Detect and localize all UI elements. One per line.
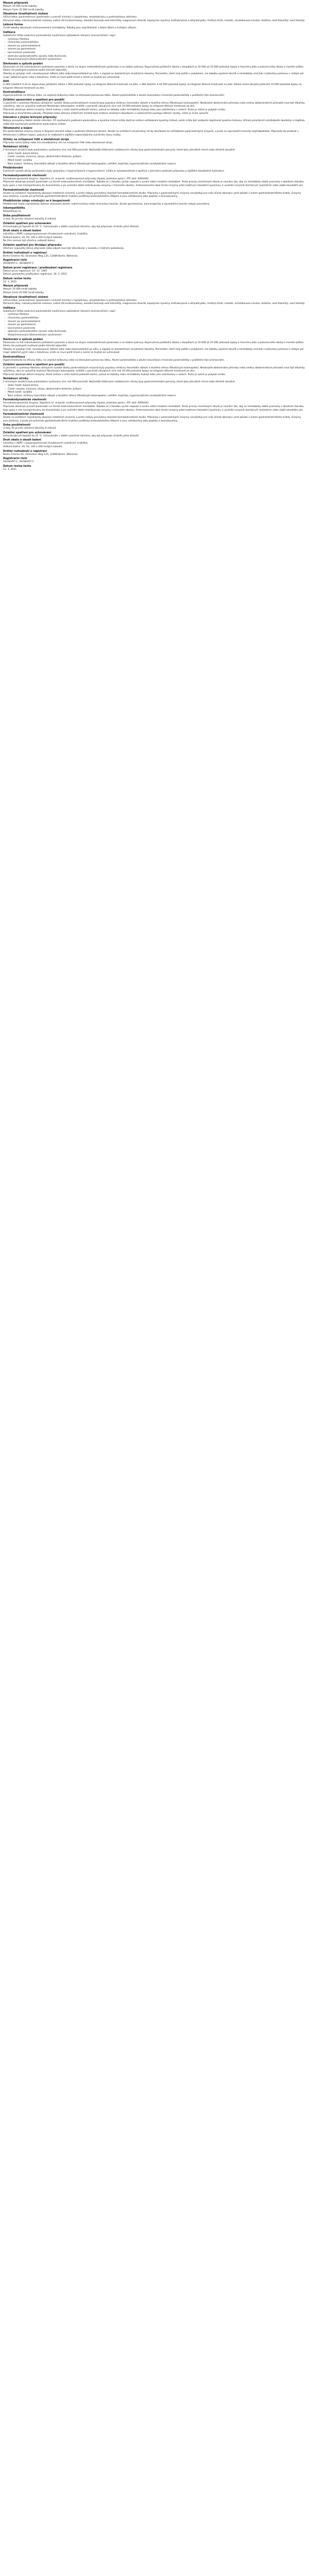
section-paragraph: Lahvička z HDPE s polypropylenovým šroubovacím uzávěrem, krabička. (3, 442, 89, 445)
section-heading: Obsahové (kvalitativní) složení (3, 12, 48, 16)
section-paragraph: Pomocné látky: mikrokrystalická celulosa, sodná sůl kroskarmelosy, koloidní bezvodý oxid křemičitý, magnesium-stearát, kopolymer kyseliny methakrylové a ethylakrylátu, triethyl-citrát, mastek, simetikonová emulze, želatina, oxid titaničitý, oxid železitý. (3, 19, 305, 22)
document-section (3, 189, 306, 199)
document-section (3, 413, 306, 423)
section-heading: Dávkování a způsob podání (3, 337, 43, 341)
document-section (3, 355, 306, 363)
document-section (3, 457, 306, 464)
bullet-item: - stavem po pankreatektomii (8, 320, 306, 324)
bullet-item: - Velmi časté: bolest břicha (8, 152, 306, 156)
section-paragraph: Studie na zvířatech neprokázaly absorpci intaktních enzymů, a proto nebyly provedeny klasické farmakokinetické studie. Přípravky s pankreatickými enzymy nevyžadují pro svůj účinek absorpci; plně působí v lumen gastrointestinálního traktu. Enzymy jsou proteiny, a proto při průchodu gastrointestinálním traktem podléhají proteolytickému štěpení a jsou vstřebávány jako peptidy a aminokyseliny. (3, 416, 301, 422)
section-paragraph: Mezym Forte 25 000 tvrdé tobolky (3, 8, 44, 11)
section-paragraph: Berlin-Chemie AG, Glienicker Weg 125, 12489 Berlín, Německo (3, 255, 78, 258)
section-heading: Předklinické údaje vztahující se k bezpečnosti (3, 199, 70, 202)
section-heading: Mezym přípravek (3, 284, 28, 288)
section-paragraph: Mezym Forte 25 000 tvrdé tobolky (3, 292, 44, 295)
bullet-list (3, 384, 306, 398)
section-paragraph: V klinických studiích bylo pankreatinu vystaveno více než 900 pacientů. Nejčastěji hlášenými nežádoucími účinky byly gastrointestinální poruchy, které byly převážně mírné nebo středně závažné. (3, 149, 236, 152)
section-paragraph: Mezym 10 000 tvrdé tobolky (3, 288, 37, 291)
bullet-item: - Časté: nauzea, zvracení, zácpa, abdominální distenze, průjem (8, 156, 306, 159)
section-paragraph: Přípravek obsahuje prasečí pankreatin ve formě enterosolventních minitablet. Tobolka se v žaludku rychle rozpustí a uvolní velké množství minitablet. Tento princip vícečetných dávek je navržen tak, aby se minitablety dobře promísily s obsahem žaludku, byly spolu s ním transportovány do dvanáctníku a po uvolnění dobře distribuovaly enzymy v tráveném obsahu. Enterosolventní obal chrání enzymy před inaktivací žaludeční kyselinou; k uvolnění enzymů dochází při neutrálním nebo slabě zásaditém pH. (3, 181, 304, 187)
section-paragraph: U pacientů s cystickou fibrózou užívajících vysoké dávky pankreatických enzymů byly popsány striktury ileocekální oblasti a tlustého střeva (fibrotizující kolonopatie). Neobvyklé abdominální příznaky nebo změny abdominálních příznaků musí být lékařsky vyšetřeny, aby se vyloučila možnost fibrotizující kolonopatie, zvláště u pacientů užívajících více než 10 000 jednotek lipázy na kilogram tělesné hmotnosti za den. (3, 366, 305, 373)
section-paragraph: Tobolky se polykají celé, nerozkousané, během jídla nebo bezprostředně po něm, a zapíjejí se dostatečným množstvím tekutiny. Pacientům, kteří mají potíže s polykáním, lze tobolku opatrně otevřít a minitablety smíchat s kašovitou potravou s nízkým pH (např. jablečné pyré) nebo s tekutinou; směs se musí požít ihned a nesmí se žvýkat ani uchovávat. (3, 348, 304, 354)
document-section (3, 62, 306, 79)
document-page (0, 0, 309, 477)
section-paragraph: Datum první registrace: 10. 12. 1997 (3, 269, 47, 273)
bullet-item: - cystickou fibrózou (8, 38, 306, 42)
section-paragraph: Velikost balení: 20, 50, 100 a 200 tvrdých tobolek. (3, 446, 63, 449)
section-paragraph: Léčivá látka: pankreatinum (pankreatin z prasečí slinivky) s lipolytickou, amylolytickou a proteolytickou aktivitou. (3, 16, 138, 19)
document-section (3, 174, 306, 188)
document-section (3, 12, 306, 23)
section-heading: Farmakodynamické vlastnosti (3, 398, 46, 402)
section-paragraph: 12. 3. 2021 (3, 468, 17, 471)
document-section (3, 438, 306, 449)
document-section (3, 266, 306, 277)
section-heading: Registrační číslo (3, 259, 27, 262)
section-paragraph: Hypersenzitivita na léčivou látku, na vepřové bílkoviny nebo na kteroukoli pomocnou látku. Akutní pankreatitida a akutní exacerbace chronické pankreatitidy v počáteční fázi onemocnění. (3, 94, 225, 97)
section-paragraph: 49/383/97-C, 49/384/97-C (3, 262, 34, 265)
section-heading: Zvláštní opatření pro uchovávání (3, 431, 52, 434)
document-section (3, 363, 306, 377)
section-paragraph: Přípravek je živočišného původu. Přestože riziko přenosu infekčních činitelů bylo sníženo vhodnými zkouškami a inaktivačními postupy během výroby, nelze je zcela vyloučit. (3, 112, 209, 115)
section-heading: Druh obalu a obsah balení (3, 438, 41, 442)
document-section (3, 284, 306, 295)
section-heading: Datum první registrace / prodloužení registrace (3, 266, 73, 269)
document-section (3, 251, 306, 259)
section-paragraph: Přípravek obsahuje prasečí pankreatin ve formě enterosolventních minitablet. Tobolka se v žaludku rychle rozpustí a uvolní velké množství minitablet. Tento princip vícečetných dávek je navržen tak, aby se minitablety dobře promísily s obsahem žaludku, byly spolu s ním transportovány do dvanáctníku a po uvolnění dobře distribuovaly enzymy v tráveném obsahu. Enterosolventní obal chrání enzymy před inaktivací žaludeční kyselinou; k uvolnění enzymů dochází při neutrálním nebo slabě zásaditém pH. (3, 405, 304, 412)
document-section (3, 138, 306, 145)
section-heading: Datum revize textu (3, 277, 31, 280)
section-heading: Zvláštní upozornění a opatření pro použití (3, 363, 64, 366)
document-section (3, 222, 306, 229)
document-section (3, 2, 306, 12)
section-heading: Doba použitelnosti (3, 214, 31, 217)
section-heading: Děti (3, 80, 9, 83)
section-paragraph: Všechen nepoužitý léčivý přípravek nebo odpad musí být zlikvidován v souladu s místními požadavky. (3, 247, 124, 250)
bullet-item: - obstrukcí pankreatického vývodu nebo žlučovodu (8, 330, 306, 334)
section-heading: Mezym přípravek (3, 2, 28, 5)
section-heading: Doba použitelnosti (3, 423, 31, 427)
bullet-item: - Není známo: striktury ileocekální oblasti a tlustého střeva (fibrotizující kolonopatie), svědění, kopřivka, hypersenzitivita (anafylaktické reakce) (8, 163, 306, 166)
section-paragraph: Pro pankreatické enzymy nejsou k dispozici klinické údaje o podávání těhotným ženám. Studie na zvířatech nenaznačují, že by docházelo ke vstřebávání pankreatických enzymů, a proto se reprodukční toxicita nepředpokládá. Přípravek lze podávat v těhotenství a během kojení, pokud je to nezbytné k zajištění odpovídajícího nutričního stavu matky. (3, 130, 299, 137)
bullet-item: - Shwachmanovým-Diamondovým syndromem (8, 334, 306, 337)
section-paragraph: Uchovávejte při teplotě do 25 °C. Uchovávejte v dobře uzavřené lahvičce, aby byl přípravek chráněn před vlhkostí. (3, 225, 140, 228)
section-heading: Těhotenství a kojení (3, 127, 32, 130)
section-paragraph: 3 roky. Po prvním otevření lahvičky 6 měsíců. (3, 427, 57, 430)
section-heading: Zvláštní upozornění a opatření pro použití (3, 98, 64, 101)
section-paragraph: Substituční léčba exokrinní pankreatické insuficience způsobené různými onemocněními, např.: (3, 34, 116, 37)
section-paragraph: Uchovávejte při teplotě do 25 °C. Uchovávejte v dobře uzavřené lahvičce, aby byl přípravek chráněn před vlhkostí. (3, 434, 140, 437)
document-section (3, 244, 306, 251)
section-heading: Indikace (3, 30, 15, 34)
document-section (3, 465, 306, 472)
section-heading: Dávkování a způsob podání (3, 62, 43, 65)
document-section (3, 207, 306, 214)
section-paragraph: U pacientů s cystickou fibrózou užívajících vysoké dávky pankreatických enzymů byly popsány striktury ileocekální oblasti a tlustého střeva (fibrotizující kolonopatie). Neobvyklé abdominální příznaky nebo změny abdominálních příznaků musí být lékařsky vyšetřeny, aby se vyloučila možnost fibrotizující kolonopatie, zvláště u pacientů užívajících více než 10 000 jednotek lipázy na kilogram tělesné hmotnosti za den. (3, 101, 305, 108)
section-heading: Datum revize textu (3, 464, 31, 468)
section-heading: Farmakokinetické vlastnosti (3, 413, 44, 416)
section-heading: Kontraindikace (3, 355, 25, 359)
document-section (3, 377, 306, 398)
bullet-item: - stavem po gastrektomii (8, 48, 306, 52)
bullet-item: - Není známo: striktury ileocekální oblasti a tlustého střeva (fibrotizující kolonopatie), svědění, kopřivka, hypersenzitivita (anafylaktické reakce) (8, 395, 306, 398)
section-paragraph: Farmakoterapeutická skupina: digestiva vč. enzymů, multienzymové přípravky (lipáza, proteáza apod.). ATC kód: A09AA02. (3, 177, 149, 180)
section-heading: Zvláštní opatření pro uchovávání (3, 222, 52, 225)
section-paragraph: Extrémně vysoké dávky pankreatinu byly spojovány s hyperurikosurií a hyperurikemií. Léčba je symptomatická a spočívá v přerušení podávání přípravku a zajištění dostatečné hydratace. (3, 170, 225, 173)
section-heading: Interakce s jinými léčivými přípravky (3, 116, 57, 120)
bullet-item: - Časté: nauzea, zvracení, zácpa, abdominální distenze, průjem (8, 388, 306, 392)
bullet-list (3, 38, 306, 62)
bullet-item: - karcinomem pankreatu (8, 327, 306, 331)
document-section (3, 423, 306, 431)
section-paragraph: Neuplatňuje se. (3, 210, 22, 213)
document-section (3, 31, 306, 62)
section-heading: Farmakokinetické vlastnosti (3, 188, 44, 192)
section-paragraph: Léčivá látka: pankreatinum (pankreatin z prasečí slinivky) s lipolytickou, amylolytickou a proteolytickou aktivitou. (3, 299, 138, 302)
document-section (3, 214, 306, 222)
section-heading: Druh obalu a obsah balení (3, 229, 41, 233)
bullet-item: - Shwachmanovým-Diamondovým syndromem (8, 58, 306, 62)
section-paragraph: Berlin-Chemie AG, Glienicker Weg 125, 12489 Berlín, Německo (3, 453, 78, 456)
section-heading: Zvláštní opatření pro likvidaci přípravku (3, 243, 62, 247)
section-paragraph: Na trhu nemusí být všechny velikosti balení. (3, 240, 56, 243)
bullet-item: - Méně časté: vyrážka (8, 159, 306, 163)
section-paragraph: Hypersenzitivita na léčivou látku, na vepřové bílkoviny nebo na kteroukoli pomocnou látku. Akutní pankreatitida a akutní exacerbace chronické pankreatitidy v počáteční fázi onemocnění. (3, 359, 225, 362)
section-heading: Léková forma (3, 23, 23, 27)
section-heading: Registrační číslo (3, 457, 27, 461)
section-paragraph: Pomocné látky: mikrokrystalická celulosa, sodná sůl kroskarmelosy, koloidní bezvodý oxid křemičitý, magnesium-stearát, kopolymer kyseliny methakrylové a ethylakrylátu, triethyl-citrát, mastek, simetikonová emulze, želatina, oxid titaničitý, oxid železitý. (3, 302, 305, 306)
document-section (3, 450, 306, 457)
section-heading: Farmakodynamické vlastnosti (3, 174, 46, 177)
section-heading: Předávkování (3, 166, 23, 170)
section-paragraph: Farmakoterapeutická skupina: digestiva vč. enzymů, multienzymové přípravky (lipáza, proteáza apod.). ATC kód: A09AA02. (3, 402, 149, 405)
section-paragraph: Přípravek obsahuje aktivní enzymy, které mohou v ústní dutině poškodit sliznici, pokud se tobolky nebo minitablety žvýkají nebo jsou zadržovány v ústech. Proto je nutné je polykat vcelku. (3, 109, 226, 112)
section-paragraph: Tobolky se polykají celé, nerozkousané, během jídla nebo bezprostředně po něm, a zapíjejí se dostatečným množstvím tekutiny. Pacientům, kteří mají potíže s polykáním, lze tobolku opatrně otevřít a minitablety smíchat s kašovitou potravou s nízkým pH (např. jablečné pyré) nebo s tekutinou; směs se musí požít ihned a nesmí se žvýkat ani uchovávat. (3, 72, 304, 79)
section-paragraph: Lahvička z HDPE s polypropylenovým šroubovacím uzávěrem, krabička. (3, 233, 89, 236)
document-section (3, 431, 306, 438)
bullet-item: - chronickou pankreatitidou (8, 41, 306, 45)
section-paragraph: V klinických studiích bylo pankreatinu vystaveno více než 900 pacientů. Nejčastěji hlášenými nežádoucími účinky byly gastrointestinální poruchy, které byly převážně mírné nebo středně závažné. (3, 381, 236, 384)
section-heading: Držitel rozhodnutí o registraci (3, 251, 47, 255)
section-heading: Obsahové (kvalitativní) složení (3, 295, 48, 299)
bullet-item: - Velmi časté: bolest břicha (8, 384, 306, 388)
section-paragraph: 12. 3. 2021 (3, 280, 17, 283)
bullet-item: - cystickou fibrózou (8, 313, 306, 317)
bullet-list (3, 152, 306, 166)
section-heading: Inkompatibility (3, 207, 25, 210)
section-paragraph: Velikost balení: 20, 50, 100 a 200 tvrdých tobolek. (3, 236, 63, 239)
document-section (3, 259, 306, 266)
bullet-item: - obstrukcí pankreatického vývodu nebo žlučovodu (8, 55, 306, 59)
bullet-list (3, 313, 306, 337)
section-paragraph: Přípravek nemá žádný nebo má zanedbatelný vliv na schopnost řídit nebo obsluhovat stroje. (3, 141, 113, 144)
section-paragraph: 3 roky. Po prvním otevření lahvičky 6 měsíců. (3, 217, 57, 221)
section-paragraph: Předklinické údaje neprokázaly žádnou relevantní akutní, subchronickou nebo chronickou toxicitu. Studie genotoxicity, kancerogenity a reprodukční toxicity nebyly provedeny. (3, 202, 210, 206)
section-paragraph: Studie na zvířatech neprokázaly absorpci intaktních enzymů, a proto nebyly provedeny klasické farmakokinetické studie. Přípravky s pankreatickými enzymy nevyžadují pro svůj účinek absorpci; plně působí v lumen gastrointestinálního traktu. Enzymy jsou proteiny, a proto při průchodu gastrointestinálním traktem podléhají proteolytickému štěpení a jsou vstřebávány jako peptidy a aminokyseliny. (3, 192, 301, 198)
bullet-item: - stavem po gastrektomii (8, 324, 306, 327)
section-paragraph: Tvrdé tobolky obsahující enterosolventní minitablety. Tobolky jsou neprůhledné, s bílým tělem a hnědým víčkem. (3, 27, 137, 30)
document-section (3, 80, 306, 90)
document-section (3, 23, 306, 30)
document-section (3, 116, 306, 126)
section-heading: Nežádoucí účinky (3, 377, 29, 381)
section-paragraph: Přípravek obsahuje aktivní enzymy, které mohou v ústní dutině poškodit sliznici, pokud se tobolky nebo minitablety žvýkají nebo jsou zadržovány v ústech. Proto je nutné je polykat vcelku. (3, 373, 226, 376)
section-heading: Nežádoucí účinky (3, 145, 29, 149)
bullet-item: - stavem po pankreatektomii (8, 45, 306, 48)
section-paragraph: 49/383/97-C, 49/384/97-C (3, 461, 34, 464)
section-paragraph: Substituční léčba exokrinní pankreatické insuficience způsobené různými onemocněními, např.: (3, 310, 116, 313)
document-section (3, 127, 306, 137)
section-paragraph: Dávkování se řídí individuálními potřebami pacienta a závisí na stupni nedostatečnosti pankreatu a na složení potravy. Doporučená počáteční dávka u dospělých je 10 000 až 25 000 jednotek lipázy k hlavnímu jídlu a polovina této dávky k menším jídlům. Dávku lze postupně zvyšovat podle klinické odpovědi. (3, 65, 304, 72)
section-paragraph: U dětí mladších 4 let se doporučuje počáteční dávka 1 000 jednotek lipázy na kilogram tělesné hmotnosti na jídlo, u dětí starších 4 let 500 jednotek lipázy na kilogram tělesné hmotnosti na jídlo. Dávka nemá obvykle překročit 10 000 jednotek lipázy na kilogram tělesné hmotnosti za den. (3, 83, 302, 90)
document-section (3, 338, 306, 355)
document-section (3, 145, 306, 166)
section-heading: Indikace (3, 306, 15, 310)
document-section (3, 277, 306, 284)
section-heading: Kontraindikace (3, 91, 25, 94)
section-heading: Držitel rozhodnutí o registraci (3, 449, 47, 453)
section-paragraph: Datum posledního prodloužení registrace: 16. 3. 2011 (3, 273, 67, 276)
document-section (3, 166, 306, 174)
document-section (3, 296, 306, 306)
document-section (3, 398, 306, 412)
document-body (3, 2, 306, 471)
bullet-item: - chronickou pankreatitidou (8, 317, 306, 320)
section-heading: Účinky na schopnost řídit a obsluhovat stroje (3, 138, 70, 141)
document-section (3, 91, 306, 98)
document-section (3, 229, 306, 243)
bullet-item: - karcinomem pankreatu (8, 52, 306, 55)
document-section (3, 307, 306, 337)
document-section (3, 98, 306, 115)
section-paragraph: Nebyly provedeny žádné studie interakcí. Při současném podávání pankreatinu a kyseliny listové může dojít ke snížení vstřebávání kyseliny listové, proto může být nezbytné doplňovat kyselinu listovou. Účinek perorálních antidiabetik akarbózy a miglitolu může být současným podáváním pankreatinu snížen. (3, 120, 305, 126)
section-paragraph: Mezym 10 000 tvrdé tobolky (3, 5, 37, 8)
section-paragraph: Dávkování se řídí individuálními potřebami pacienta a závisí na stupni nedostatečnosti pankreatu a na složení potravy. Doporučená počáteční dávka u dospělých je 10 000 až 25 000 jednotek lipázy k hlavnímu jídlu a polovina této dávky k menším jídlům. Dávku lze postupně zvyšovat podle klinické odpovědi. (3, 341, 304, 348)
document-section (3, 199, 306, 207)
bullet-item: - Méně časté: vyrážka (8, 391, 306, 395)
